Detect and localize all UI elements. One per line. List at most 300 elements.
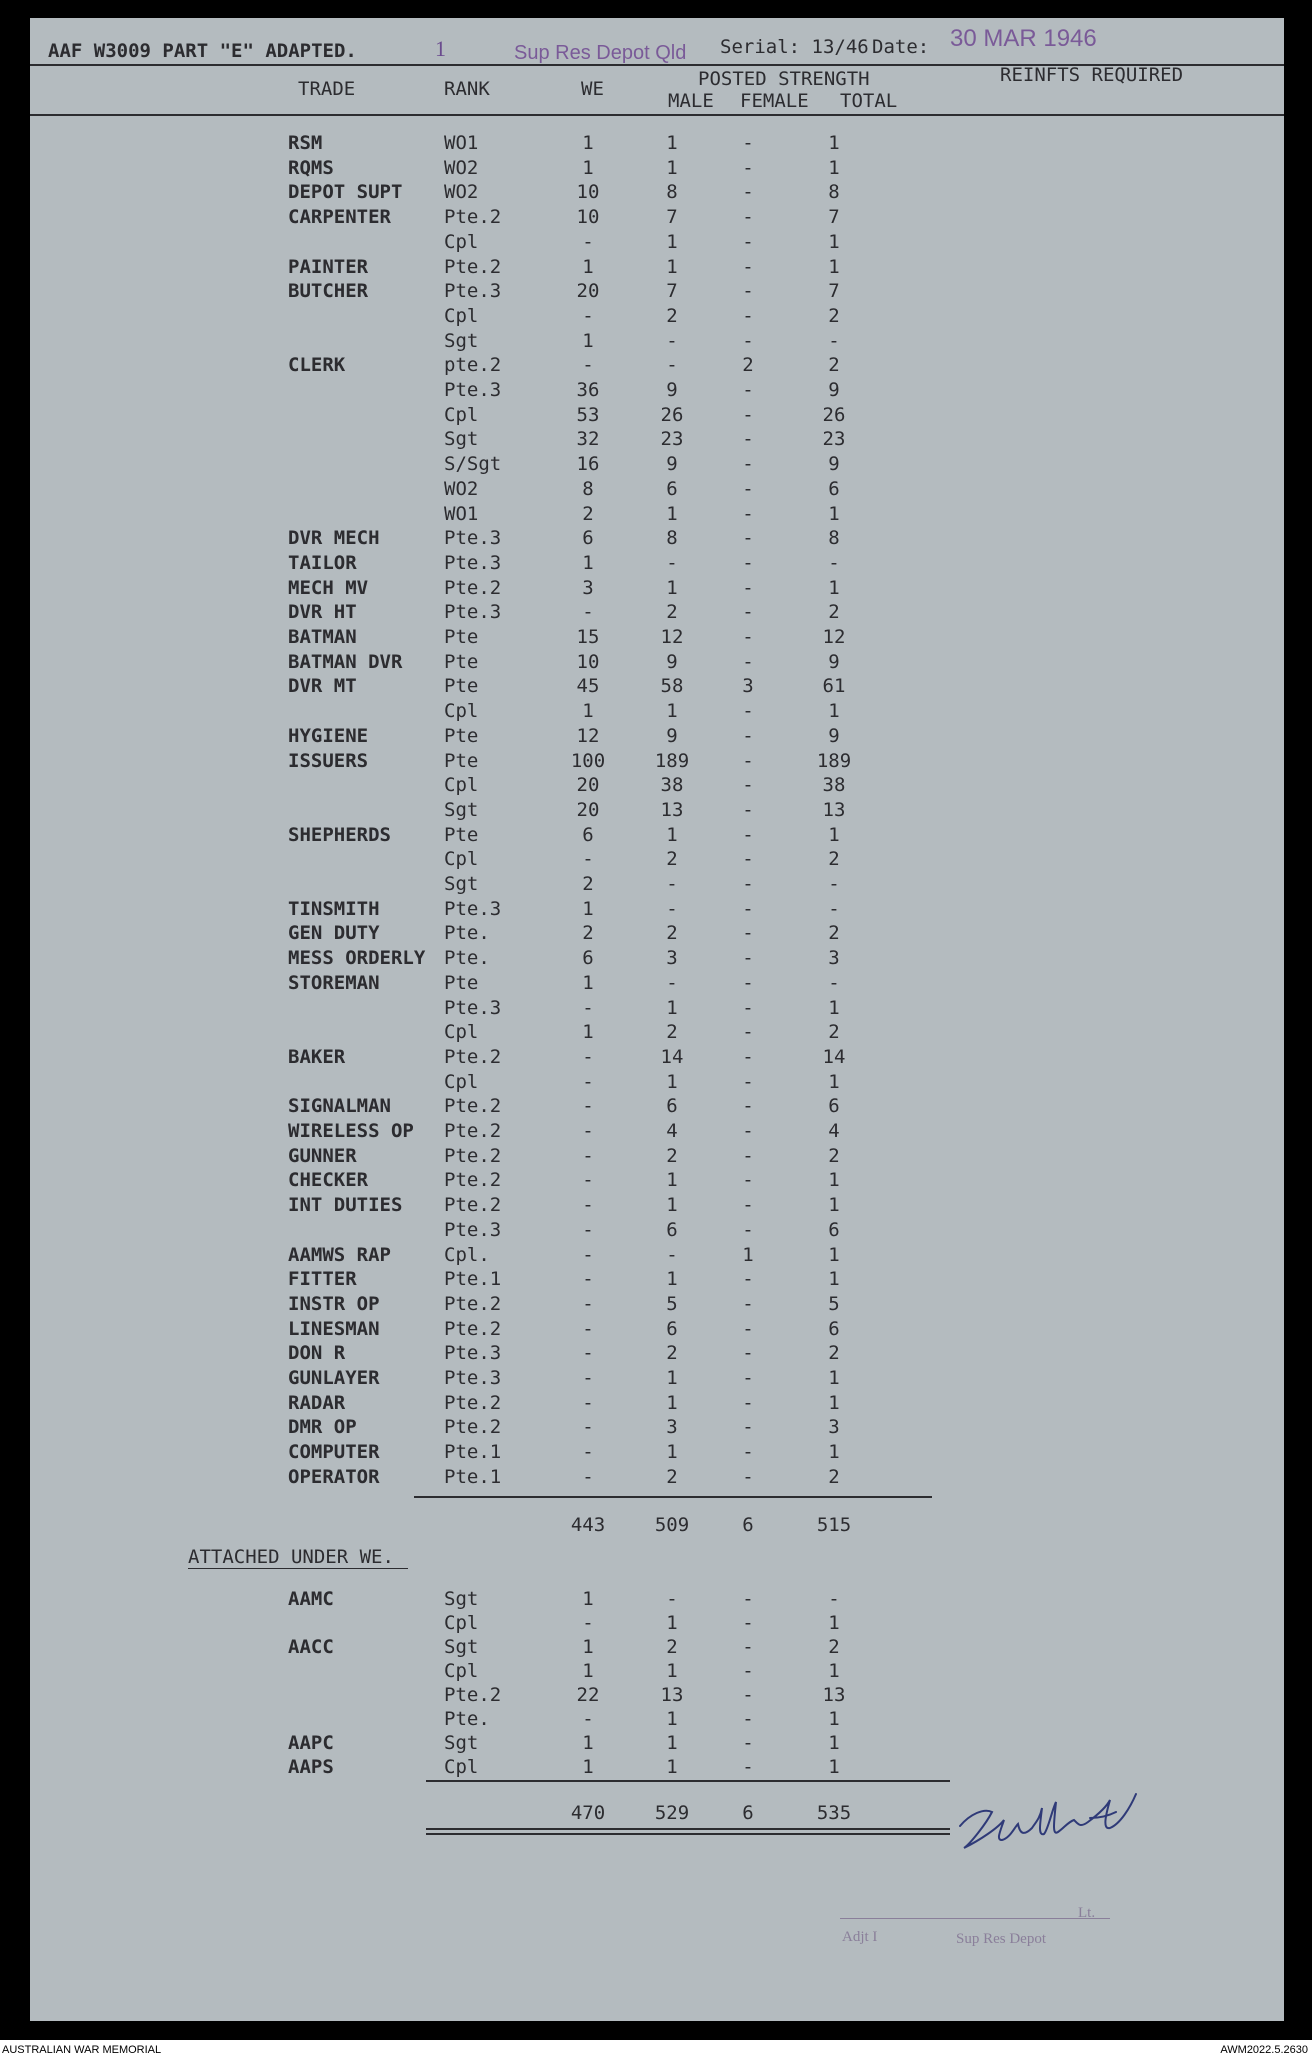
cell-female: - xyxy=(742,206,754,229)
cell-male: 1 xyxy=(666,255,678,278)
cell-rank: Pte.2 xyxy=(444,1292,502,1315)
form-reference: AAF W3009 PART "E" ADAPTED. xyxy=(48,40,357,62)
attached-cell-we: 1 xyxy=(582,1588,594,1610)
cell-male: 1 xyxy=(666,823,678,846)
attached-cell-total: 1 xyxy=(828,1660,840,1682)
cell-male: 7 xyxy=(666,280,678,303)
cell-we: 6 xyxy=(582,823,594,846)
cell-male: 189 xyxy=(654,749,690,772)
cell-trade: CLERK xyxy=(288,354,346,377)
cell-total: 3 xyxy=(828,947,840,970)
grand-total-female: 6 xyxy=(742,1802,754,1824)
attached-cell-trade: AAPC xyxy=(288,1732,334,1754)
attached-cell-female: - xyxy=(742,1612,754,1634)
cell-rank: Sgt xyxy=(444,873,479,895)
cell-female: - xyxy=(742,724,754,747)
cell-female: 3 xyxy=(742,675,754,698)
attached-cell-we: 1 xyxy=(582,1732,594,1754)
cell-female: - xyxy=(742,823,754,846)
cell-we: 8 xyxy=(582,477,594,500)
cell-rank: Pte.2 xyxy=(444,1416,502,1439)
cell-trade: CARPENTER xyxy=(288,206,391,229)
cell-rank: pte.2 xyxy=(444,354,502,377)
attached-cell-rank: Sgt xyxy=(444,1732,479,1754)
cell-rank: Pte xyxy=(444,749,479,772)
cell-male: 2 xyxy=(666,1144,678,1167)
cell-male: 1 xyxy=(666,132,678,154)
attached-cell-total: 1 xyxy=(828,1612,840,1634)
cell-rank: Pte.2 xyxy=(444,1144,502,1167)
cell-male: 2 xyxy=(666,1021,678,1044)
cell-we: - xyxy=(582,1070,594,1093)
cell-male: 3 xyxy=(666,947,678,970)
cell-total: 6 xyxy=(828,1218,840,1241)
cell-total: - xyxy=(828,551,840,574)
cell-trade: DVR MECH xyxy=(288,527,380,550)
cell-total: 189 xyxy=(816,749,852,772)
cell-rank: Pte.2 xyxy=(444,1317,502,1340)
cell-male: 2 xyxy=(666,922,678,945)
cell-male: 3 xyxy=(666,1416,678,1439)
attached-cell-female: - xyxy=(742,1732,754,1754)
cell-rank: WO2 xyxy=(444,477,479,500)
cell-we: 10 xyxy=(576,206,600,229)
cell-male: 6 xyxy=(666,477,678,500)
cell-we: 16 xyxy=(576,453,600,476)
col-header-reinfts: REINFTS REQUIRED xyxy=(1000,64,1184,86)
cell-total: - xyxy=(828,971,840,994)
attached-rule xyxy=(426,1780,950,1782)
cell-total: - xyxy=(828,873,840,895)
attached-heading: ATTACHED UNDER WE. xyxy=(188,1546,394,1568)
cell-rank: Pte.2 xyxy=(444,1120,502,1142)
grand-total-we: 470 xyxy=(570,1802,606,1824)
cell-rank: Cpl xyxy=(444,774,479,797)
cell-rank: S/Sgt xyxy=(444,453,502,476)
cell-rank: Pte.2 xyxy=(444,1169,502,1192)
cell-female: - xyxy=(742,1045,754,1068)
cell-trade: RQMS xyxy=(288,156,334,179)
cell-rank: Cpl xyxy=(444,1070,479,1093)
cell-we: - xyxy=(582,1391,594,1414)
cell-male: 38 xyxy=(660,774,684,797)
cell-female: - xyxy=(742,1465,754,1488)
cell-female: - xyxy=(742,1095,754,1118)
cell-female: - xyxy=(742,1391,754,1414)
cell-rank: Pte xyxy=(444,823,479,846)
cell-male: 9 xyxy=(666,650,678,673)
col-header-male: MALE xyxy=(668,90,714,112)
cell-rank: Pte.3 xyxy=(444,1218,502,1241)
attached-cell-total: 1 xyxy=(828,1732,840,1754)
cell-we: - xyxy=(582,996,594,1019)
attached-cell-male: - xyxy=(666,1588,678,1610)
cell-female: - xyxy=(742,873,754,895)
cell-total: 2 xyxy=(828,1021,840,1044)
cell-we: 1 xyxy=(582,1021,594,1044)
cell-trade: TINSMITH xyxy=(288,897,380,920)
cell-we: - xyxy=(582,1268,594,1291)
cell-female: - xyxy=(742,774,754,797)
cell-total: 2 xyxy=(828,354,840,377)
signature-line xyxy=(840,1918,1110,1919)
cell-rank: Pte. xyxy=(444,922,490,945)
cell-female: - xyxy=(742,304,754,327)
cell-rank: Pte.3 xyxy=(444,527,502,550)
cell-total: 38 xyxy=(822,774,846,797)
cell-trade: CHECKER xyxy=(288,1169,369,1192)
cell-total: 14 xyxy=(822,1045,846,1068)
cell-we: - xyxy=(582,304,594,327)
attached-cell-rank: Sgt xyxy=(444,1588,479,1610)
cell-male: 1 xyxy=(666,1194,678,1217)
grand-total-rule-2 xyxy=(426,1833,950,1835)
cell-male: 1 xyxy=(666,1391,678,1414)
attached-cell-rank: Pte. xyxy=(444,1708,490,1730)
cell-rank: Pte.1 xyxy=(444,1441,502,1464)
cell-rank: Cpl. xyxy=(444,1243,490,1266)
cell-female: - xyxy=(742,551,754,574)
cell-trade: OPERATOR xyxy=(288,1465,380,1488)
cell-male: - xyxy=(666,551,678,574)
cell-rank: Pte.3 xyxy=(444,897,502,920)
attached-cell-total: 1 xyxy=(828,1708,840,1730)
cell-we: 1 xyxy=(582,551,594,574)
cell-rank: Pte.3 xyxy=(444,1367,502,1389)
cell-rank: Pte.2 xyxy=(444,1095,502,1118)
cell-male: 1 xyxy=(666,1441,678,1464)
cell-total: 1 xyxy=(828,1243,840,1266)
cell-female: - xyxy=(742,379,754,401)
attached-cell-male: 2 xyxy=(666,1636,678,1658)
cell-male: 2 xyxy=(666,1342,678,1365)
subtotal-rule xyxy=(414,1496,932,1498)
cell-female: - xyxy=(742,922,754,945)
cell-male: - xyxy=(666,873,678,895)
col-header-posted-strength: POSTED STRENGTH xyxy=(698,68,870,90)
subtotal-we: 443 xyxy=(570,1514,606,1536)
cell-rank: WO1 xyxy=(444,502,479,525)
cell-we: 1 xyxy=(582,700,594,723)
cell-we: 12 xyxy=(576,724,600,747)
cell-male: 13 xyxy=(660,798,684,821)
cell-female: - xyxy=(742,428,754,451)
cell-rank: Pte.2 xyxy=(444,206,502,229)
cell-rank: Pte xyxy=(444,724,479,747)
cell-female: - xyxy=(742,1218,754,1241)
cell-male: 6 xyxy=(666,1317,678,1340)
attached-cell-rank: Cpl xyxy=(444,1612,479,1634)
cell-we: 10 xyxy=(576,181,600,204)
cell-female: - xyxy=(742,1342,754,1365)
cell-trade: GUNLAYER xyxy=(288,1367,380,1389)
cell-trade: DVR MT xyxy=(288,675,357,698)
header-rule-bottom xyxy=(30,114,1284,116)
cell-female: 2 xyxy=(742,354,754,377)
cell-female: - xyxy=(742,848,754,871)
cell-trade: WIRELESS OP xyxy=(288,1120,414,1142)
col-header-we: WE xyxy=(581,78,604,100)
cell-total: 5 xyxy=(828,1292,840,1315)
cell-male: - xyxy=(666,329,678,352)
subtotal-total: 515 xyxy=(816,1514,852,1536)
cell-female: - xyxy=(742,1317,754,1340)
cell-male: 1 xyxy=(666,700,678,723)
cell-total: 61 xyxy=(822,675,846,698)
cell-total: 1 xyxy=(828,1169,840,1192)
cell-rank: Pte.3 xyxy=(444,601,502,624)
cell-trade: PAINTER xyxy=(288,255,369,278)
attached-cell-total: 2 xyxy=(828,1636,840,1658)
cell-we: 15 xyxy=(576,626,600,648)
cell-rank: Pte.3 xyxy=(444,1342,502,1365)
attached-cell-we: - xyxy=(582,1612,594,1634)
cell-we: - xyxy=(582,1120,594,1142)
cell-we: 6 xyxy=(582,527,594,550)
cell-male: 2 xyxy=(666,1465,678,1488)
cell-female: - xyxy=(742,1416,754,1439)
attached-cell-female: - xyxy=(742,1756,754,1778)
cell-male: 1 xyxy=(666,502,678,525)
cell-total: 1 xyxy=(828,1441,840,1464)
cell-total: 1 xyxy=(828,156,840,179)
cell-rank: Pte.3 xyxy=(444,551,502,574)
cell-we: - xyxy=(582,1194,594,1217)
cell-trade: SHEPHERDS xyxy=(288,823,391,846)
cell-female: - xyxy=(742,1144,754,1167)
cell-total: 2 xyxy=(828,922,840,945)
col-header-trade: TRADE xyxy=(298,78,356,100)
cell-male: 7 xyxy=(666,206,678,229)
cell-total: 1 xyxy=(828,230,840,253)
cell-rank: Pte.3 xyxy=(444,280,502,303)
cell-rank: Sgt xyxy=(444,428,479,451)
attached-cell-female: - xyxy=(742,1660,754,1682)
cell-we: - xyxy=(582,601,594,624)
cell-total: 1 xyxy=(828,502,840,525)
cell-trade: MESS ORDERLY xyxy=(288,947,426,970)
cell-total: - xyxy=(828,329,840,352)
attached-cell-male: 1 xyxy=(666,1732,678,1754)
cell-female: - xyxy=(742,897,754,920)
cell-total: 1 xyxy=(828,996,840,1019)
cell-total: 26 xyxy=(822,403,846,426)
cell-rank: Pte xyxy=(444,675,479,698)
cell-total: 1 xyxy=(828,576,840,599)
cell-we: - xyxy=(582,354,594,377)
cell-rank: Pte.2 xyxy=(444,576,502,599)
cell-male: 6 xyxy=(666,1095,678,1118)
attached-cell-female: - xyxy=(742,1708,754,1730)
cell-trade: BAKER xyxy=(288,1045,346,1068)
cell-rank: WO2 xyxy=(444,156,479,179)
cell-we: - xyxy=(582,1292,594,1315)
attached-cell-trade: AAPS xyxy=(288,1756,334,1778)
cell-female: - xyxy=(742,527,754,550)
cell-female: - xyxy=(742,255,754,278)
cell-female: - xyxy=(742,1268,754,1291)
cell-total: 12 xyxy=(822,626,846,648)
cell-male: 1 xyxy=(666,1367,678,1389)
cell-trade: BATMAN DVR xyxy=(288,650,403,673)
cell-female: - xyxy=(742,280,754,303)
cell-rank: Pte.2 xyxy=(444,1391,502,1414)
cell-trade: DEPOT SUPT xyxy=(288,181,403,204)
cell-we: 10 xyxy=(576,650,600,673)
subtotal-male: 509 xyxy=(654,1514,690,1536)
cell-rank: Pte. xyxy=(444,947,490,970)
cell-female: - xyxy=(742,947,754,970)
attached-cell-rank: Cpl xyxy=(444,1660,479,1682)
cell-female: - xyxy=(742,1441,754,1464)
cell-male: 1 xyxy=(666,1169,678,1192)
cell-female: - xyxy=(742,626,754,648)
cell-male: 9 xyxy=(666,724,678,747)
cell-we: 3 xyxy=(582,576,594,599)
cell-total: 4 xyxy=(828,1120,840,1142)
cell-we: - xyxy=(582,230,594,253)
cell-male: 1 xyxy=(666,576,678,599)
cell-total: 1 xyxy=(828,700,840,723)
cell-female: - xyxy=(742,403,754,426)
cell-total: 1 xyxy=(828,1070,840,1093)
archive-footer xyxy=(0,2040,1312,2061)
cell-female: - xyxy=(742,329,754,352)
cell-male: 8 xyxy=(666,181,678,204)
cell-female: - xyxy=(742,1169,754,1192)
cell-we: 100 xyxy=(570,749,606,772)
cell-female: - xyxy=(742,749,754,772)
cell-rank: WO2 xyxy=(444,181,479,204)
cell-total: 2 xyxy=(828,848,840,871)
cell-male: - xyxy=(666,354,678,377)
attached-cell-male: 1 xyxy=(666,1660,678,1682)
cell-trade: ISSUERS xyxy=(288,749,369,772)
cell-rank: Sgt xyxy=(444,329,479,352)
attached-cell-we: - xyxy=(582,1708,594,1730)
cell-male: - xyxy=(666,897,678,920)
unit-stamp: Sup Res Depot Qld xyxy=(514,42,687,64)
cell-male: 26 xyxy=(660,403,684,426)
cell-male: - xyxy=(666,971,678,994)
cell-total: 2 xyxy=(828,1144,840,1167)
cell-we: - xyxy=(582,1243,594,1266)
cell-we: 2 xyxy=(582,873,594,895)
cell-male: - xyxy=(666,1243,678,1266)
attached-cell-trade: AAMC xyxy=(288,1588,334,1610)
signatory-unit: Sup Res Depot xyxy=(956,1931,1046,1947)
cell-trade: GEN DUTY xyxy=(288,922,380,945)
col-header-rank: RANK xyxy=(444,78,490,100)
cell-we: 2 xyxy=(582,922,594,945)
cell-rank: Cpl xyxy=(444,700,479,723)
cell-female: - xyxy=(742,1021,754,1044)
cell-trade: DVR HT xyxy=(288,601,357,624)
cell-total: 2 xyxy=(828,601,840,624)
cell-trade: AAMWS RAP xyxy=(288,1243,391,1266)
cell-female: - xyxy=(742,502,754,525)
cell-total: 9 xyxy=(828,650,840,673)
cell-we: 1 xyxy=(582,255,594,278)
archive-name: AUSTRALIAN WAR MEMORIAL xyxy=(2,2044,162,2056)
cell-we: 2 xyxy=(582,502,594,525)
cell-male: 1 xyxy=(666,996,678,1019)
cell-trade: FITTER xyxy=(288,1268,357,1291)
col-header-total: TOTAL xyxy=(840,90,898,112)
cell-we: - xyxy=(582,1367,594,1389)
attached-cell-female: - xyxy=(742,1636,754,1658)
cell-we: - xyxy=(582,1317,594,1340)
cell-trade: HYGIENE xyxy=(288,724,369,747)
cell-total: 8 xyxy=(828,181,840,204)
cell-trade: DMR OP xyxy=(288,1416,357,1439)
cell-we: - xyxy=(582,1342,594,1365)
cell-rank: Pte xyxy=(444,971,479,994)
cell-we: - xyxy=(582,1441,594,1464)
cell-rank: Pte.2 xyxy=(444,255,502,278)
cell-male: 1 xyxy=(666,1268,678,1291)
cell-female: - xyxy=(742,650,754,673)
cell-we: - xyxy=(582,1465,594,1488)
attached-cell-total: 1 xyxy=(828,1756,840,1778)
cell-we: - xyxy=(582,1169,594,1192)
cell-total: 6 xyxy=(828,1095,840,1118)
cell-male: 1 xyxy=(666,1070,678,1093)
cell-female: - xyxy=(742,798,754,821)
cell-we: 1 xyxy=(582,971,594,994)
cell-trade: BUTCHER xyxy=(288,280,369,303)
cell-rank: Pte.2 xyxy=(444,1194,502,1217)
cell-male: 9 xyxy=(666,379,678,401)
cell-female: - xyxy=(742,1292,754,1315)
cell-rank: Pte.2 xyxy=(444,1045,502,1068)
cell-female: - xyxy=(742,1120,754,1142)
cell-trade: TAILOR xyxy=(288,551,357,574)
cell-trade: INSTR OP xyxy=(288,1292,380,1315)
cell-female: - xyxy=(742,230,754,253)
attached-cell-male: 1 xyxy=(666,1756,678,1778)
attached-cell-male: 13 xyxy=(660,1684,684,1706)
subtotal-female: 6 xyxy=(742,1514,754,1536)
cell-rank: WO1 xyxy=(444,132,479,154)
cell-rank: Pte.1 xyxy=(444,1268,502,1291)
cell-total: 1 xyxy=(828,1367,840,1389)
cell-male: 4 xyxy=(666,1120,678,1142)
grand-total-total: 535 xyxy=(816,1802,852,1824)
cell-total: 7 xyxy=(828,280,840,303)
cell-we: - xyxy=(582,1144,594,1167)
cell-rank: Pte xyxy=(444,626,479,648)
cell-we: 20 xyxy=(576,798,600,821)
date-label: Date: xyxy=(872,36,930,58)
signatory-role: Adjt I xyxy=(842,1929,878,1945)
cell-female: - xyxy=(742,601,754,624)
grand-total-male: 529 xyxy=(654,1802,690,1824)
cell-female: 1 xyxy=(742,1243,754,1266)
cell-male: 2 xyxy=(666,304,678,327)
cell-female: - xyxy=(742,1194,754,1217)
cell-female: - xyxy=(742,156,754,179)
cell-total: 1 xyxy=(828,823,840,846)
cell-total: 9 xyxy=(828,379,840,401)
cell-total: 2 xyxy=(828,1465,840,1488)
cell-trade: COMPUTER xyxy=(288,1441,380,1464)
cell-female: - xyxy=(742,453,754,476)
cell-male: 8 xyxy=(666,527,678,550)
document-page xyxy=(30,18,1284,2021)
cell-we: - xyxy=(582,1218,594,1241)
cell-total: 9 xyxy=(828,453,840,476)
